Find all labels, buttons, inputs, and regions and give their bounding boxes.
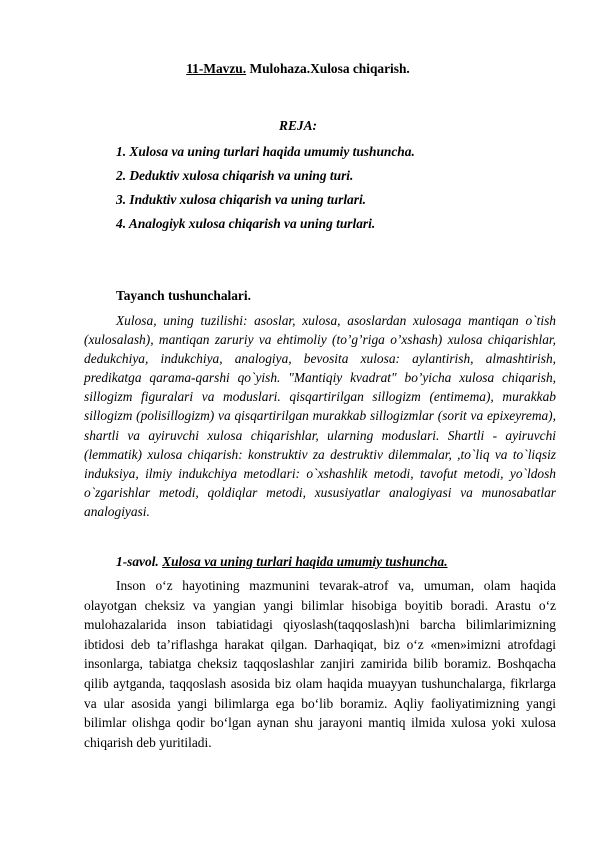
plan-heading: REJA:	[279, 118, 317, 133]
question-title: Xulosa va uning turlari haqida umumiy tushuncha.	[162, 554, 448, 569]
topic-number: 11-Mavzu.	[186, 61, 247, 76]
key-concepts-paragraph: Xulosa, uning tuzilishi: asoslar, xulosa, asoslardan xulosaga mantiqan o`tish (xulosalash), mantiqan zaruriy va ehtimoliy (to’g’riga o’xshash) xulosa chiqarishlar, dedukchiya, indukchiya, analogiya, bevosita xulosa: aylantirish, almashtirish, predikatga qarama-qarshi qo`yish. "Mantiqiy kvadrat" bo’yicha xulosa chiqarish, sillogizm figuralari va moduslari. qisqartirilgan sillogizm (entimema), murakkab sillogizm (polisillogizm) va qisqartirilgan murakkab sillogizmlar (sorit va epixeyrema), shartli va ayiruvchi xulosa chiqarishlar, ularning moduslari. Shartli - ayiruvchi (lemmatik) xulosa chiqarish: konstruktiv za destruktiv dilemmalar, ,to`liq va to`liqsiz induksiya, ilmiy indukchiya metodlari: o`xshashlik metodi, tavofut metodi, yo`ldosh o`zgarishlar metodi, qoldiqlar metodi, xususiyatlar analogiyasi va munosabatlar analogiyasi.	[84, 313, 556, 519]
plan-item: 2. Deduktiv xulosa chiqarish va uning turi.	[116, 168, 354, 183]
plan-list	[116, 143, 556, 239]
body-paragraph: Inson o‘z hayotining mazmunini tevarak-atrof va, umuman, olam haqida olayotgan cheksiz va yangian yangi bilimlar hisobiga boyitib boradi. Arastu o‘z mulohazalarida inson tabiatidagi qiyoslash(taqqoslash)ni barcha bilimlarimizning ibtidosi deb ta’riflashga harakat qilgan. Darhaqiqat, biz o‘z «men»imizni atrofdagi insonlarga, tabiatga cheksiz taqqoslashlar zanjiri zamirida bilib boramiz. Boshqacha qilib aytganda, taqqoslash asosida biz olam haqida muayyan tushunchalarga, fikrlarga va ular asosida yangi bilimlarga ega bo‘lib boramiz. Aqliy faoliyatimizning yangi bilimlar olishga qodir bo‘lgan aynan shu jarayoni mantiq ilmida xulosa yoki xulosa chiqarish deb yuritiladi.	[84, 578, 556, 750]
question-label: 1-savol.	[116, 554, 159, 569]
plan-item: 3. Induktiv xulosa chiqarish va uning turlari.	[116, 192, 367, 207]
page-title	[0, 61, 596, 77]
topic-title: Mulohaza.Xulosa chiqarish.	[246, 61, 410, 76]
plan-item: 1. Xulosa va uning turlari haqida umumiy tushuncha.	[116, 144, 415, 159]
key-concepts-heading: Tayanch tushunchalari.	[116, 288, 251, 303]
plan-item: 4. Analogiyk xulosa chiqarish va uning turlari.	[116, 216, 376, 231]
question-heading	[116, 554, 448, 570]
